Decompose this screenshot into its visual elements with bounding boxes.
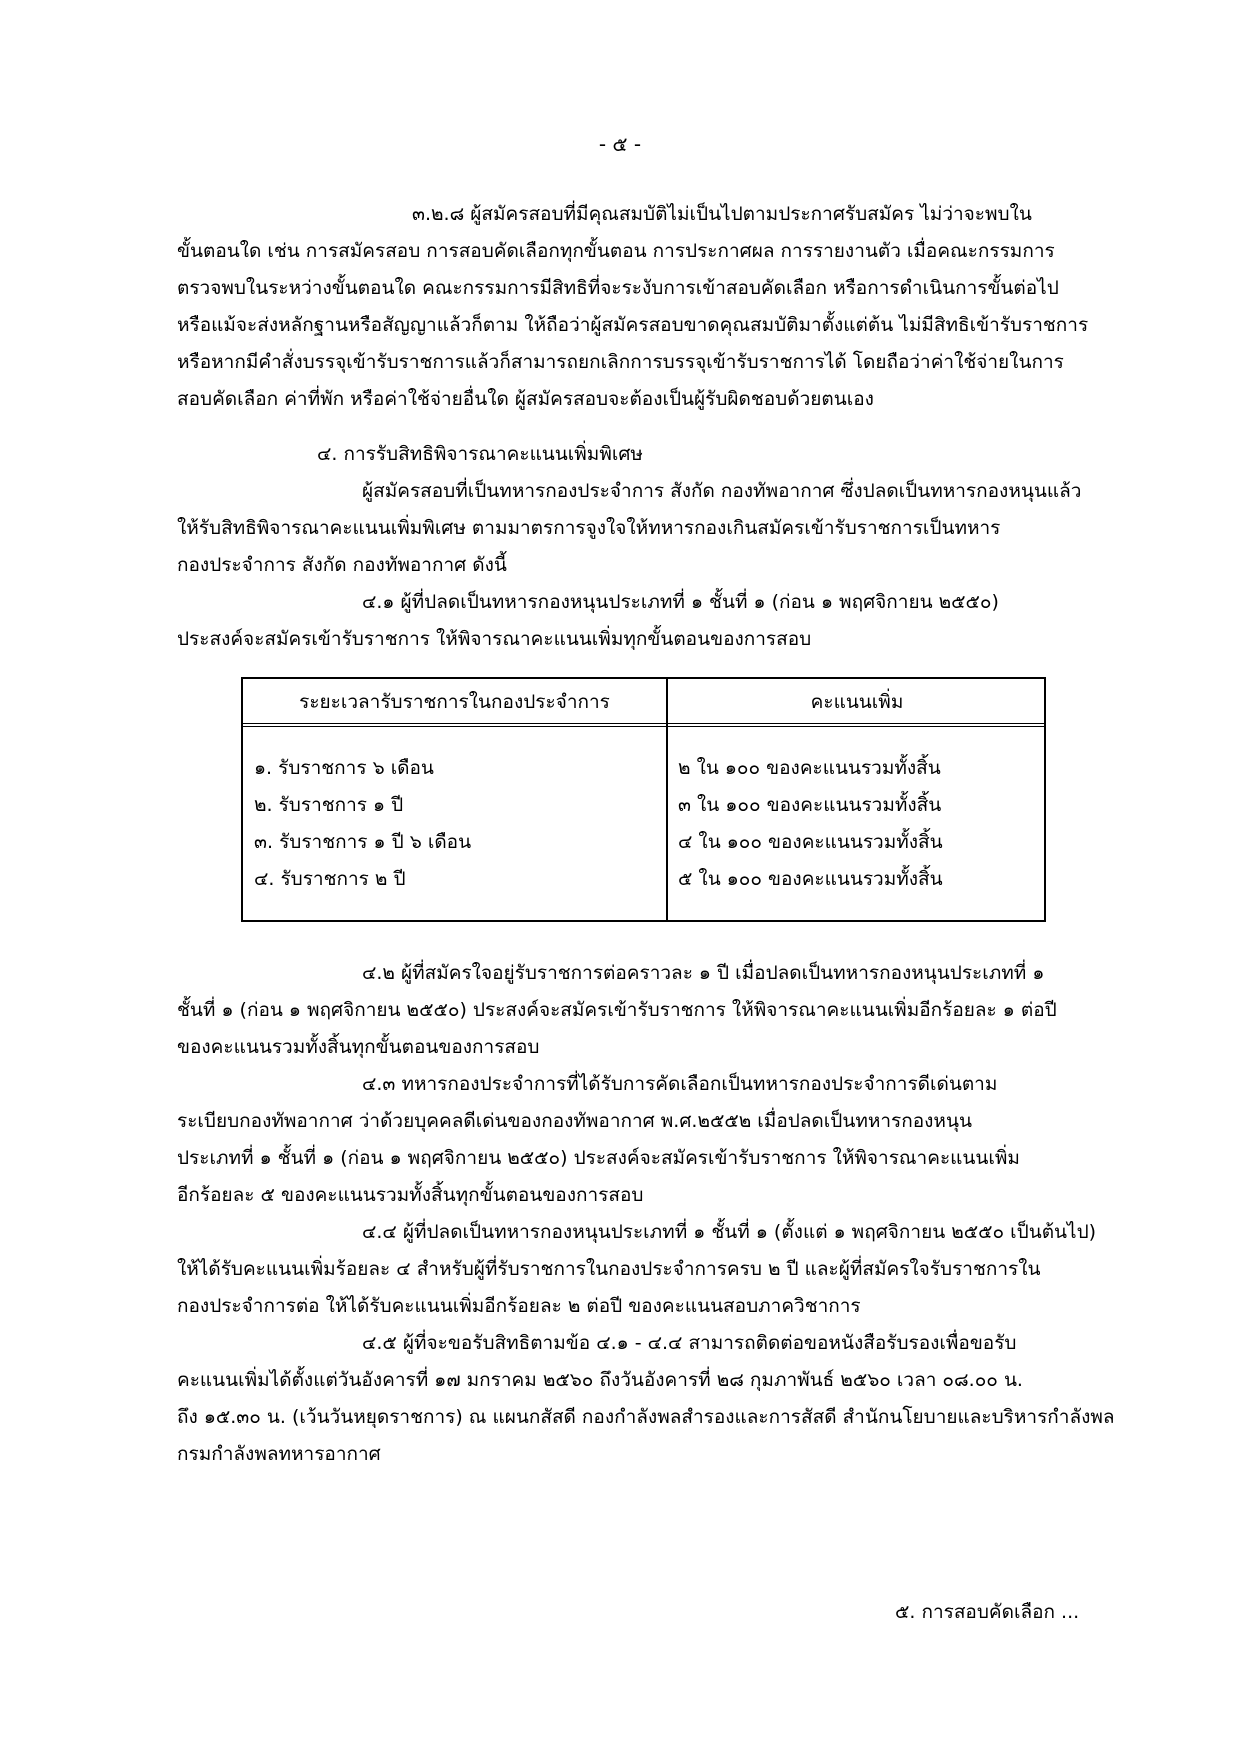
text-line: ให้ได้รับคะแนนเพิ่มร้อยละ ๔ สำหรับผู้ที่รับราชการในกองประจำการครบ ๒ ปี และผู้ที่สมัครใจรับราชการใน	[177, 1258, 1041, 1280]
next-section-continuation: ๕. การสอบคัดเลือก ...	[895, 1601, 1080, 1623]
table-header-bonus-score: คะแนนเพิ่ม	[810, 691, 904, 713]
table-header-divider	[243, 723, 1044, 724]
paragraph-3-2-8	[177, 196, 1119, 418]
text-line: ระเบียบกองทัพอากาศ ว่าด้วยบุคคลดีเด่นของกองทัพอากาศ พ.ศ.๒๕๕๒ เมื่อปลดเป็นทหารกองหนุน	[177, 1110, 972, 1132]
paragraph-4-1	[177, 584, 1119, 658]
text-line: กองประจำการ สังกัด กองทัพอากาศ ดังนี้	[177, 554, 507, 576]
table-cell: ๔. รับราชการ ๒ ปี	[254, 868, 406, 890]
text-line: ตรวจพบในระหว่างขั้นตอนใด คณะกรรมการมีสิทธิที่จะระงับการเข้าสอบคัดเลือก หรือการดำเนินการขั้นต่อไป	[177, 277, 1059, 299]
text-line: ของคะแนนรวมทั้งสิ้นทุกขั้นตอนของการสอบ	[177, 1036, 540, 1058]
text-line: หรือแม้จะส่งหลักฐานหรือสัญญาแล้วก็ตาม ให้ถือว่าผู้สมัครสอบขาดคุณสมบัติมาตั้งแต่ต้น ไม่มีสิทธิเข้ารับราชการ	[177, 314, 1089, 336]
text-line: ๓.๒.๘ ผู้สมัครสอบที่มีคุณสมบัติไม่เป็นไปตามประกาศรับสมัคร ไม่ว่าจะพบใน	[412, 203, 1032, 225]
table-cell: ๒. รับราชการ ๑ ปี	[254, 794, 404, 816]
text-line: ๔.๔ ผู้ที่ปลดเป็นทหารกองหนุนประเภทที่ ๑ ชั้นที่ ๑ (ตั้งแต่ ๑ พฤศจิกายน ๒๕๕๐ เป็นต้นไป)	[362, 1221, 1097, 1243]
text-line: ๔.๕ ผู้ที่จะขอรับสิทธิตามข้อ ๔.๑ - ๔.๔ สามารถติดต่อขอหนังสือรับรองเพื่อขอรับ	[362, 1332, 1017, 1354]
table-cell: ๑. รับราชการ ๖ เดือน	[254, 757, 434, 779]
text-line: ให้รับสิทธิพิจารณาคะแนนเพิ่มพิเศษ ตามมาตรการจูงใจให้ทหารกองเกินสมัครเข้ารับราชการเป็นทหาร	[177, 517, 1001, 539]
table-cell: ๔ ใน ๑๐๐ ของคะแนนรวมทั้งสิ้น	[678, 831, 943, 853]
text-line: คะแนนเพิ่มได้ตั้งแต่วันอังคารที่ ๑๗ มกราคม ๒๕๖๐ ถึงวันอังคารที่ ๒๘ กุมภาพันธ์ ๒๕๖๐ เวลา ๐๘.๐๐ น.	[177, 1369, 1023, 1391]
text-line: กองประจำการต่อ ให้ได้รับคะแนนเพิ่มอีกร้อยละ ๒ ต่อปี ของคะแนนสอบภาควิชาการ	[177, 1295, 861, 1317]
text-line: ประเภทที่ ๑ ชั้นที่ ๑ (ก่อน ๑ พฤศจิกายน ๒๕๕๐) ประสงค์จะสมัครเข้ารับราชการ ให้พิจารณาคะแนนเพิ่ม	[177, 1147, 1020, 1169]
section-heading-4: ๔. การรับสิทธิพิจารณาคะแนนเพิ่มพิเศษ	[317, 443, 643, 465]
paragraph-4-2	[177, 955, 1119, 1066]
paragraph-4-4	[177, 1214, 1119, 1325]
text-line: ๔.๑ ผู้ที่ปลดเป็นทหารกองหนุนประเภทที่ ๑ ชั้นที่ ๑ (ก่อน ๑ พฤศจิกายน ๒๕๕๐)	[362, 591, 999, 613]
table-cell: ๓. รับราชการ ๑ ปี ๖ เดือน	[254, 831, 472, 853]
text-line: อีกร้อยละ ๕ ของคะแนนรวมทั้งสิ้นทุกขั้นตอนของการสอบ	[177, 1184, 644, 1206]
table-cell: ๒ ใน ๑๐๐ ของคะแนนรวมทั้งสิ้น	[678, 757, 941, 779]
page-number: - ๕ -	[598, 132, 642, 156]
table-column-bonus-score	[678, 750, 943, 898]
text-line: สอบคัดเลือก ค่าที่พัก หรือค่าใช้จ่ายอื่นใด ผู้สมัครสอบจะต้องเป็นผู้รับผิดชอบด้วยตนเอง	[177, 388, 874, 410]
paragraph-4-intro	[177, 473, 1119, 584]
bonus-score-table	[241, 677, 1046, 922]
table-cell: ๓ ใน ๑๐๐ ของคะแนนรวมทั้งสิ้น	[678, 794, 942, 816]
table-cell: ๕ ใน ๑๐๐ ของคะแนนรวมทั้งสิ้น	[678, 868, 943, 890]
table-column-service-period	[254, 750, 471, 898]
text-line: ๔.๒ ผู้ที่สมัครใจอยู่รับราชการต่อคราวละ ๑ ปี เมื่อปลดเป็นทหารกองหนุนประเภทที่ ๑	[362, 962, 1045, 984]
text-line: หรือหากมีคำสั่งบรรจุเข้ารับราชการแล้วก็สามารถยกเลิกการบรรจุเข้ารับราชการได้ โดยถือว่าค่าใช้จ่ายในการ	[177, 351, 1064, 373]
text-line: ขั้นตอนใด เช่น การสมัครสอบ การสอบคัดเลือกทุกขั้นตอน การประกาศผล การรายงานตัว เมื่อคณะกรรมการ	[177, 240, 1055, 262]
text-line: ถึง ๑๕.๓๐ น. (เว้นวันหยุดราชการ) ณ แผนกสัสดี กองกำลังพลสำรองและการสัสดี สำนักนโยบายและบริหารกำลังพล	[177, 1406, 1115, 1428]
paragraph-4-5	[177, 1325, 1119, 1473]
paragraph-4-3	[177, 1066, 1119, 1214]
text-line: กรมกำลังพลทหารอากาศ	[177, 1443, 381, 1465]
table-header-service-period: ระยะเวลารับราชการในกองประจำการ	[299, 691, 610, 713]
text-line: ประสงค์จะสมัครเข้ารับราชการ ให้พิจารณาคะแนนเพิ่มทุกขั้นตอนของการสอบ	[177, 628, 812, 650]
text-line: ๔.๓ ทหารกองประจำการที่ได้รับการคัดเลือกเป็นทหารกองประจำการดีเด่นตาม	[362, 1073, 998, 1095]
table-header-divider	[243, 726, 1044, 727]
text-line: ผู้สมัครสอบที่เป็นทหารกองประจำการ สังกัด กองทัพอากาศ ซึ่งปลดเป็นทหารกองหนุนแล้ว	[362, 480, 1082, 502]
text-line: ชั้นที่ ๑ (ก่อน ๑ พฤศจิกายน ๒๕๕๐) ประสงค์จะสมัครเข้ารับราชการ ให้พิจารณาคะแนนเพิ่มอีกร้อยละ ๑ ต่อปี	[177, 999, 1057, 1021]
